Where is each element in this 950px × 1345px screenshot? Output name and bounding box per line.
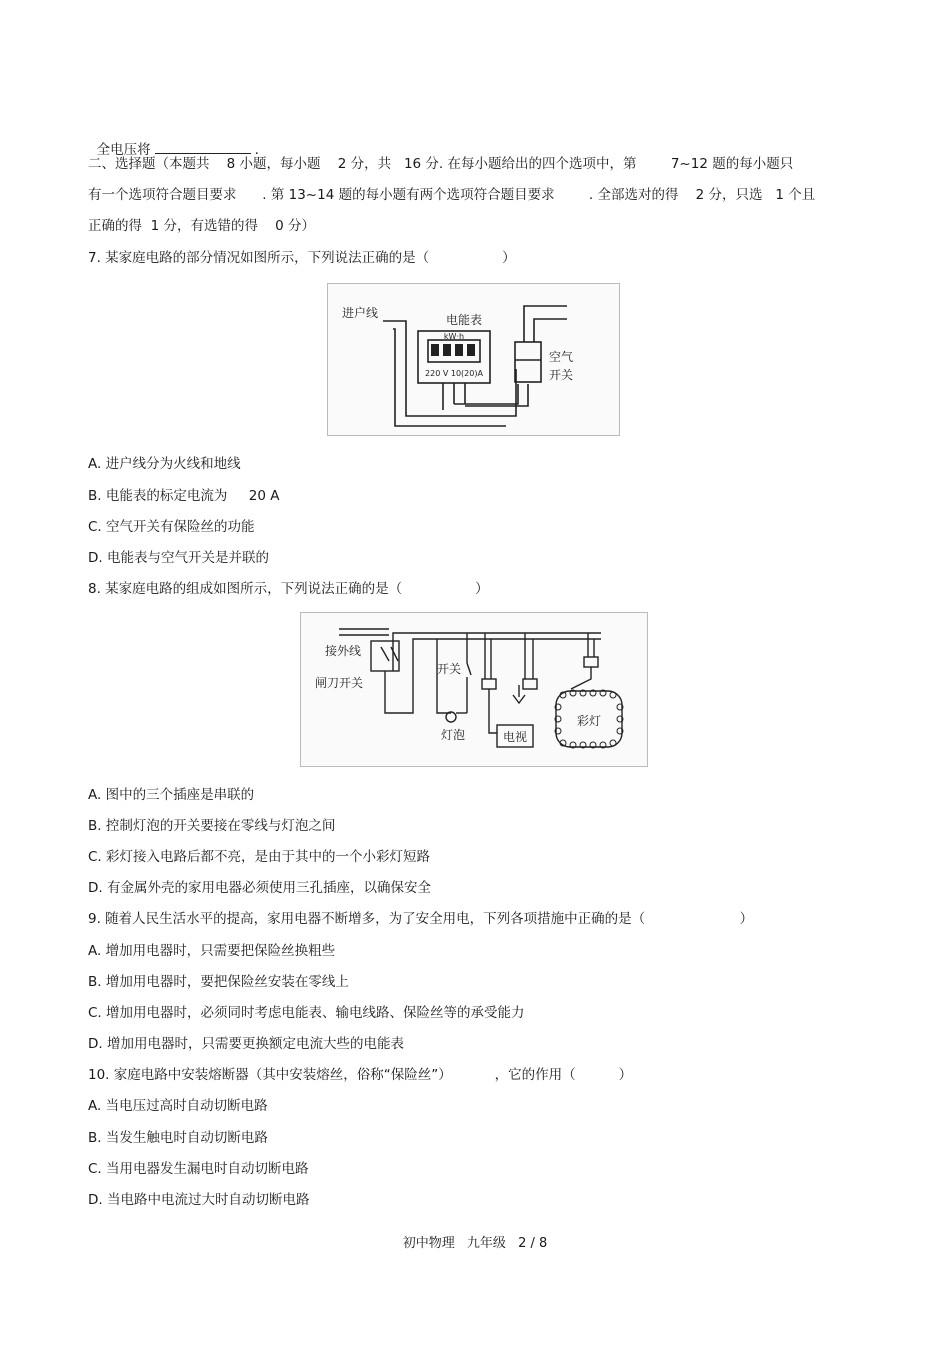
q10-stem: 10. 家庭电路中安装熔断器（其中安装熔丝，俗称“保险丝”） ，它的作用（ ）: [88, 1067, 633, 1083]
footer-page-number: 2 / 8: [518, 1236, 548, 1251]
label-incoming-line: 进户线: [342, 306, 379, 320]
q10-option-b: B. 当发生触电时自动切断电路: [88, 1130, 268, 1146]
label-tv: 电视: [503, 730, 528, 744]
q8-option-d: D. 有金属外壳的家用电器必须使用三孔插座，以确保安全: [88, 880, 431, 896]
q9-option-a: A. 增加用电器时，只需要把保险丝换粗些: [88, 943, 336, 959]
q7-stem: 7. 某家庭电路的部分情况如图所示，下列说法正确的是（ ）: [88, 250, 516, 266]
q7-option-b: B. 电能表的标定电流为 20 A: [88, 488, 280, 504]
label-air-switch-1: 空气: [549, 350, 574, 364]
label-string-lights: 彩灯: [577, 714, 602, 728]
section-instructions-line-3: 正确的得 1 分，有选错的得 0 分）: [88, 218, 316, 234]
q10-option-d: D. 当电路中电流过大时自动切断电路: [88, 1192, 310, 1208]
q9-option-b: B. 增加用电器时，要把保险丝安装在零线上: [88, 974, 349, 990]
q9-stem: 9. 随着人民生活水平的提高，家用电器不断增多，为了安全用电，下列各项措施中正确的是（ ）: [88, 911, 754, 927]
label-meter-rating: 220 V 10(20)A: [425, 369, 483, 378]
q8-option-a: A. 图中的三个插座是串联的: [88, 787, 255, 803]
q6-tail-text: 全电压将: [96, 142, 151, 158]
label-air-switch-2: 开关: [549, 368, 574, 382]
label-external-line: 接外线: [325, 644, 362, 658]
page-footer: [0, 1232, 950, 1251]
label-knife-switch: 闸刀开关: [315, 676, 364, 690]
q9-option-d: D. 增加用电器时，只需要更换额定电流大些的电能表: [88, 1036, 404, 1052]
answer-blank: [155, 141, 251, 154]
label-meter-unit: kW·h: [443, 332, 465, 341]
q8-option-b: B. 控制灯泡的开关要接在零线与灯泡之间: [88, 818, 336, 834]
q10-option-c: C. 当用电器发生漏电时自动切断电路: [88, 1161, 309, 1177]
section-instructions-line-1: 二、选择题（本题共 8 小题，每小题 2 分，共 16 分. 在每小题给出的四个选项中，第 7~12 题的每小题只: [88, 156, 794, 172]
q7-option-c: C. 空气开关有保险丝的功能: [88, 519, 255, 535]
label-switch: 开关: [437, 662, 462, 676]
q6-tail-end: .: [254, 142, 259, 158]
q8-option-c: C. 彩灯接入电路后都不亮，是由于其中的一个小彩灯短路: [88, 849, 431, 865]
footer-subject: 初中物理: [402, 1236, 455, 1251]
q6-tail: [88, 123, 259, 159]
footer-grade: 九年级: [466, 1236, 506, 1251]
q9-option-c: C. 增加用电器时，必须同时考虑电能表、输电线路、保险丝等的承受能力: [88, 1005, 525, 1021]
label-energy-meter: 电能表: [446, 313, 483, 327]
q7-option-d: D. 电能表与空气开关是并联的: [88, 550, 269, 566]
q8-circuit-figure: [300, 612, 648, 767]
q10-option-a: A. 当电压过高时自动切断电路: [88, 1098, 268, 1114]
section-instructions-line-2: 有一个选项符合题目要求 . 第 13~14 题的每小题有两个选项符合题目要求 . 全部选对的得 2 分，只选 1 个且: [88, 187, 816, 203]
q7-option-a: A. 进户线分为火线和地线: [88, 456, 241, 472]
q8-stem: 8. 某家庭电路的组成如图所示，下列说法正确的是（ ）: [88, 581, 489, 597]
label-bulb: 灯泡: [441, 728, 466, 742]
q7-circuit-figure: [327, 283, 620, 436]
